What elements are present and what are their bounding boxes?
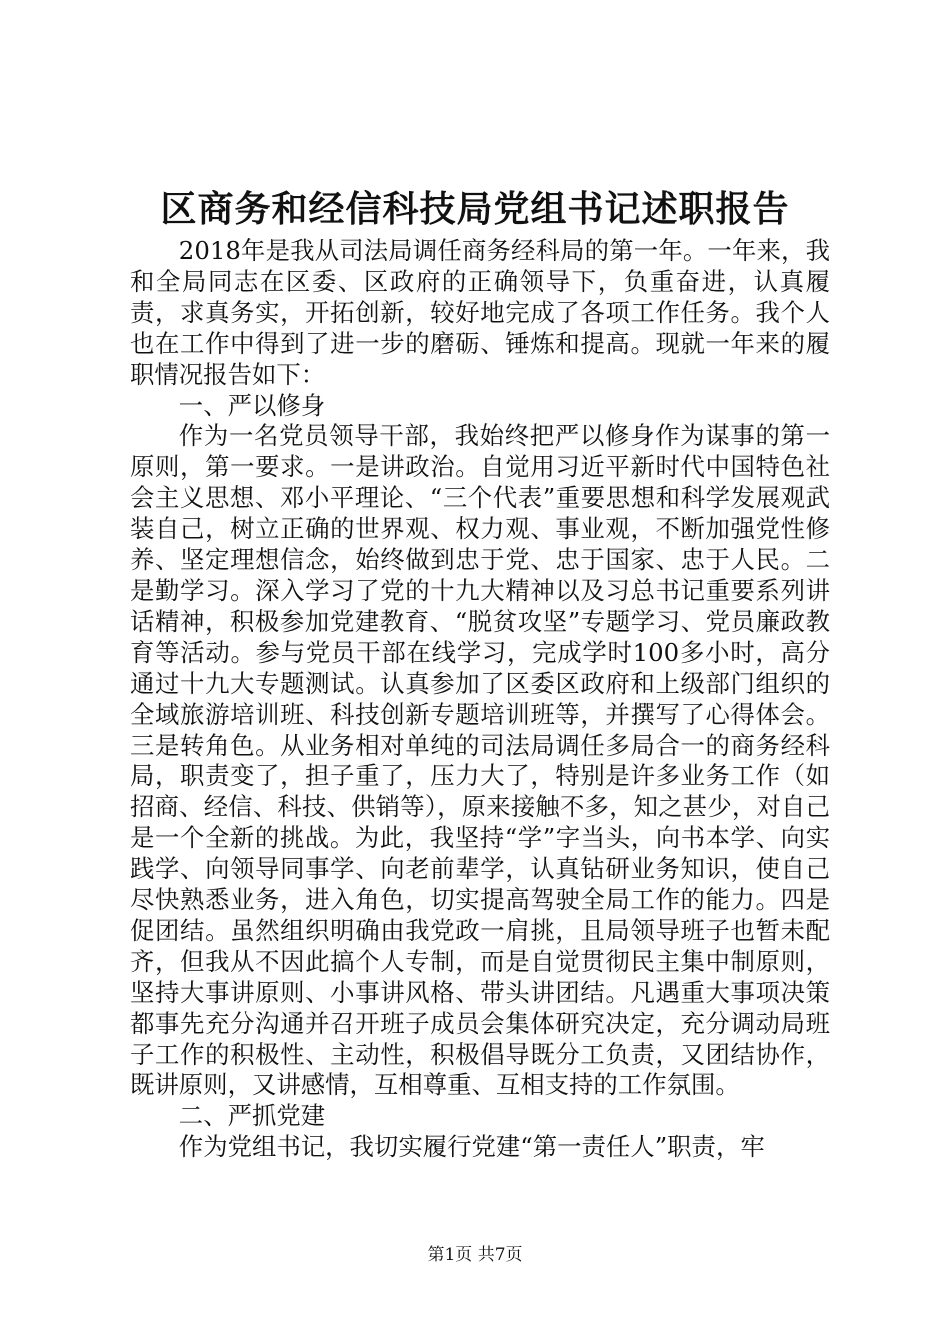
- intro-paragraph: 2018年是我从司法局调任商务经科局的第一年。一年来，我和全局同志在区委、区政府的正确领导下，负重奋进，认真履责，求真务实，开拓创新，较好地完成了各项工作任务。我个人也在工作中得到了进一步的磨砺、锤炼和提高。现就一年来的履职情况报告如下：: [130, 236, 830, 389]
- page-footer: [0, 1244, 950, 1266]
- section-paragraph-1: 作为一名党员领导干部，我始终把严以修身作为谋事的第一原则，第一要求。一是讲政治。自觉用习近平新时代中国特色社会主义思想、邓小平理论、“三个代表”重要思想和科学发展观武装自己，树立正确的世界观、权力观、事业观，不断加强党性修养、坚定理想信念，始终做到忠于党、忠于国家、忠于人民。二是勤学习。深入学习了党的十九大精神以及习总书记重要系列讲话精神，积极参加党建教育、“脱贫攻坚”专题学习、党员廉政教育等活动。参与党员干部在线学习，完成学时100多小时，高分通过十九大专题测试。认真参加了区委区政府和上级部门组织的全域旅游培训班、科技创新专题培训班等，并撰写了心得体会。三是转角色。从业务相对单纯的司法局调任多局合一的商务经科局，职责变了，担子重了，压力大了，特别是许多业务工作（如招商、经信、科技、供销等），原来接触不多，知之甚少，对自己是一个全新的挑战。为此，我坚持“学”字当头，向书本学、向实践学、向领导同事学、向老前辈学，认真钻研业务知识，使自己尽快熟悉业务，进入角色，切实提高驾驶全局工作的能力。四是促团结。虽然组织明确由我党政一肩挑，且局领导班子也暂未配齐，但我从不因此搞个人专制，而是自觉贯彻民主集中制原则，坚持大事讲原则、小事讲风格、带头讲团结。凡遇重大事项决策都事先充分沟通并召开班子成员会集体研究决定，充分调动局班子工作的积极性、主动性，积极倡导既分工负责，又团结协作，既讲原则，又讲感情，互相尊重、互相支持的工作氛围。: [130, 421, 830, 1100]
- document-title: 区商务和经信科技局党组书记述职报告: [160, 188, 790, 230]
- section-heading-2: 二、严抓党建: [178, 1101, 326, 1131]
- page-indicator: 第1页 共7页: [427, 1245, 523, 1265]
- section-heading-1: 一、严以修身: [178, 390, 326, 420]
- section-paragraph-2: 作为党组书记，我切实履行党建“第一责任人”职责，牢: [178, 1132, 765, 1162]
- document-body: [130, 236, 830, 1163]
